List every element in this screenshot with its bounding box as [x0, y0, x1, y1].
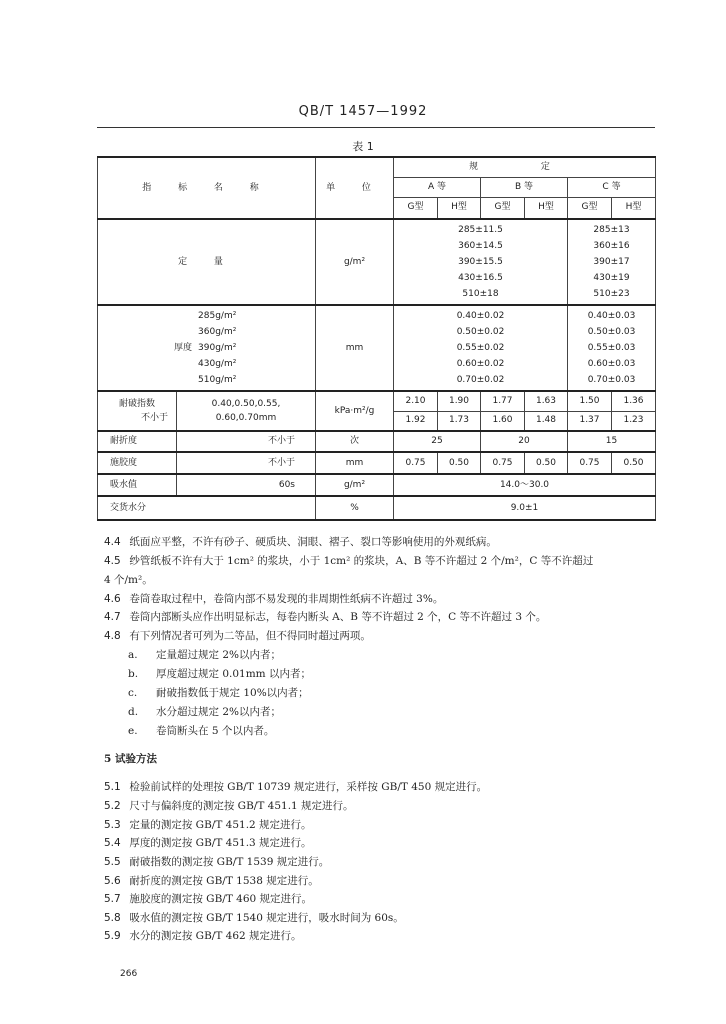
folding-condition: 不小于	[177, 431, 316, 452]
sizing-value: 0.50	[438, 452, 481, 474]
header-grade-a: A 等	[394, 177, 481, 197]
sizing-value: 0.75	[481, 452, 525, 474]
header-grade-b: B 等	[481, 177, 568, 197]
burst-value: 1.23	[612, 411, 656, 431]
burst-value: 1.92	[394, 411, 438, 431]
header-grade-c: C 等	[568, 177, 656, 197]
sizing-value: 0.75	[394, 452, 438, 474]
sub-item-e: e. 卷筒断头在 5 个以内者。	[128, 725, 275, 737]
table-caption: 表 1	[352, 140, 374, 153]
burst-value: 1.60	[481, 411, 525, 431]
clause-4-4: 4.4 纸面应平整，不许有砂子、硬质块、洞眼、褶子、裂口等影响使用的外观纸病。	[104, 536, 497, 548]
absorb-label: 吸水值	[98, 474, 177, 496]
row-moisture	[98, 496, 656, 520]
folding-value-a: 25	[394, 431, 481, 452]
clause-5-9: 5.9 水分的测定按 GB/T 462 规定进行。	[104, 930, 302, 942]
burst-value: 1.36	[612, 391, 656, 411]
row-thickness	[98, 305, 656, 391]
burst-value: 1.63	[525, 391, 568, 411]
header-type-g: G型	[481, 197, 525, 219]
burst-value: 1.90	[438, 391, 481, 411]
folding-value-c: 15	[568, 431, 656, 452]
section-5-title: 5 试验方法	[104, 753, 157, 765]
sizing-label: 施胶度	[98, 452, 177, 474]
basis-weight-ab-values: 285±11.5 360±14.5 390±15.5 430±16.5 510±18	[394, 219, 568, 305]
row-burst-index-1	[98, 391, 656, 411]
clause-5-4: 5.4 厚度的测定按 GB/T 451.3 规定进行。	[104, 837, 312, 849]
sub-item-c: c. 耐破指数低于规定 10%以内者；	[128, 687, 309, 699]
sub-item-d: d. 水分超过规定 2%以内者；	[128, 706, 281, 718]
header-type-h: H型	[525, 197, 568, 219]
clause-5-1: 5.1 检验前试样的处理按 GB/T 10739 规定进行，采样按 GB/T 450 规定进行。	[104, 781, 488, 793]
row-absorb	[98, 474, 656, 496]
header-row-1	[98, 157, 656, 177]
header-rule	[97, 127, 655, 128]
thickness-unit: mm	[316, 305, 394, 391]
clause-5-2: 5.2 尺寸与偏斜度的测定按 GB/T 451.1 规定进行。	[104, 800, 354, 812]
header-unit: 单 位	[316, 157, 394, 219]
folding-unit: 次	[316, 431, 394, 452]
burst-index-condition: 0.40,0.50,0.55, 0.60,0.70mm	[177, 391, 316, 431]
header-type-h: H型	[438, 197, 481, 219]
sub-item-b: b. 厚度超过规定 0.01mm 以内者；	[128, 668, 311, 680]
row-folding	[98, 431, 656, 452]
clause-4-5: 4.5 纱管纸板不许有大于 1cm² 的浆块，小于 1cm² 的浆块，A、B 等不许超过 2 个/m²，C 等不许超过	[104, 555, 594, 567]
header-spec: 规 定	[394, 157, 656, 177]
clause-5-6: 5.6 耐折度的测定按 GB/T 1538 规定进行。	[104, 875, 319, 887]
basis-weight-label: 定 量	[98, 219, 316, 305]
page-number: 266	[120, 969, 138, 979]
moisture-value: 9.0±1	[394, 496, 656, 520]
header-type-g: G型	[394, 197, 438, 219]
thickness-cell	[98, 305, 316, 391]
sizing-unit: mm	[316, 452, 394, 474]
specification-table	[97, 156, 656, 521]
clause-5-3: 5.3 定量的测定按 GB/T 451.2 规定进行。	[104, 819, 312, 831]
thickness-ab-values: 0.40±0.02 0.50±0.02 0.55±0.02 0.60±0.02 0.70±0.02	[394, 305, 568, 391]
clause-4-5-continued: 4 个/m²。	[104, 574, 153, 586]
sizing-value: 0.50	[612, 452, 656, 474]
absorb-value: 14.0～30.0	[394, 474, 656, 496]
burst-value: 1.50	[568, 391, 612, 411]
moisture-label: 交货水分	[98, 496, 316, 520]
thickness-grades: 285g/m² 360g/m² 390g/m² 430g/m² 510g/m²	[198, 311, 237, 385]
thickness-label: 厚度	[174, 342, 193, 353]
sizing-value: 0.75	[568, 452, 612, 474]
header-indicator: 指 标 名 称	[98, 157, 316, 219]
basis-weight-unit: g/m²	[316, 219, 394, 305]
burst-index-label: 耐破指数 不小于	[98, 391, 177, 431]
basis-weight-c-values: 285±13 360±16 390±17 430±19 510±23	[568, 219, 656, 305]
thickness-c-values: 0.40±0.03 0.50±0.03 0.55±0.03 0.60±0.03 0.70±0.03	[568, 305, 656, 391]
header-type-g: G型	[568, 197, 612, 219]
folding-label: 耐折度	[98, 431, 177, 452]
moisture-unit: %	[316, 496, 394, 520]
absorb-condition: 60s	[177, 474, 316, 496]
clause-4-7: 4.7 卷筒内部断头应作出明显标志，每卷内断头 A、B 等不许超过 2 个，C 等不许超过 3 个。	[104, 611, 547, 623]
row-basis-weight	[98, 219, 656, 305]
sizing-condition: 不小于	[177, 452, 316, 474]
row-sizing	[98, 452, 656, 474]
sub-item-a: a. 定量超过规定 2%以内者；	[128, 649, 281, 661]
clause-5-7: 5.7 施胶度的测定按 GB/T 460 规定进行。	[104, 893, 313, 905]
clause-5-5: 5.5 耐破指数的测定按 GB/T 1539 规定进行。	[104, 856, 330, 868]
header-type-h: H型	[612, 197, 656, 219]
clause-4-8: 4.8 有下列情况者可列为二等品，但不得同时超过两项。	[104, 630, 371, 642]
burst-value: 1.73	[438, 411, 481, 431]
burst-value: 1.48	[525, 411, 568, 431]
standard-code-header: QB/T 1457—1992	[298, 104, 428, 119]
burst-value: 1.37	[568, 411, 612, 431]
sizing-value: 0.50	[525, 452, 568, 474]
burst-value: 2.10	[394, 391, 438, 411]
absorb-unit: g/m²	[316, 474, 394, 496]
clause-5-8: 5.8 吸水值的测定按 GB/T 1540 规定进行，吸水时间为 60s。	[104, 912, 404, 924]
folding-value-b: 20	[481, 431, 568, 452]
burst-index-unit: kPa·m²/g	[316, 391, 394, 431]
clause-4-6: 4.6 卷筒卷取过程中，卷筒内部不易发现的非周期性纸病不许超过 3%。	[104, 593, 444, 605]
burst-value: 1.77	[481, 391, 525, 411]
